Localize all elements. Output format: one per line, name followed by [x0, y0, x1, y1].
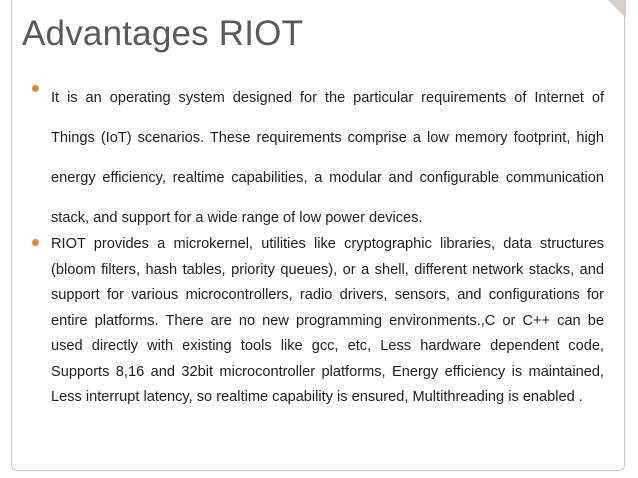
bullet-text: RIOT provides a microkernel, utilities like cryptographic libraries, data structures (bloom filters, hash tables, priority queues), or a shell, different network stacks, and support for various microcontrollers, radio drivers, sensors, and configurations for entire platforms. There are no new programming environments.,C or C++ can be used directly with existing tools like gcc, etc, Less hardware dependent code, Supports 8,16 and 32bit microcontroller platforms, Energy efficiency is maintained, Less interrupt latency, so realtime capability is ensured, Multithreading is enabled .	[51, 236, 604, 405]
bullet-dot-icon	[32, 239, 39, 246]
slide-title: Advantages RIOT	[22, 14, 304, 53]
bullet-text: It is an operating system designed for the particular requirements of Internet of Things (IoT) scenarios. These requirements comprise a low memory footprint, high energy efficiency, realtime capabilities, a modular and configurable communication stack, and support for a wide range of low power devices.	[51, 90, 604, 226]
bullet-dot-icon	[32, 85, 39, 92]
corner-fold-decoration	[608, 0, 626, 18]
